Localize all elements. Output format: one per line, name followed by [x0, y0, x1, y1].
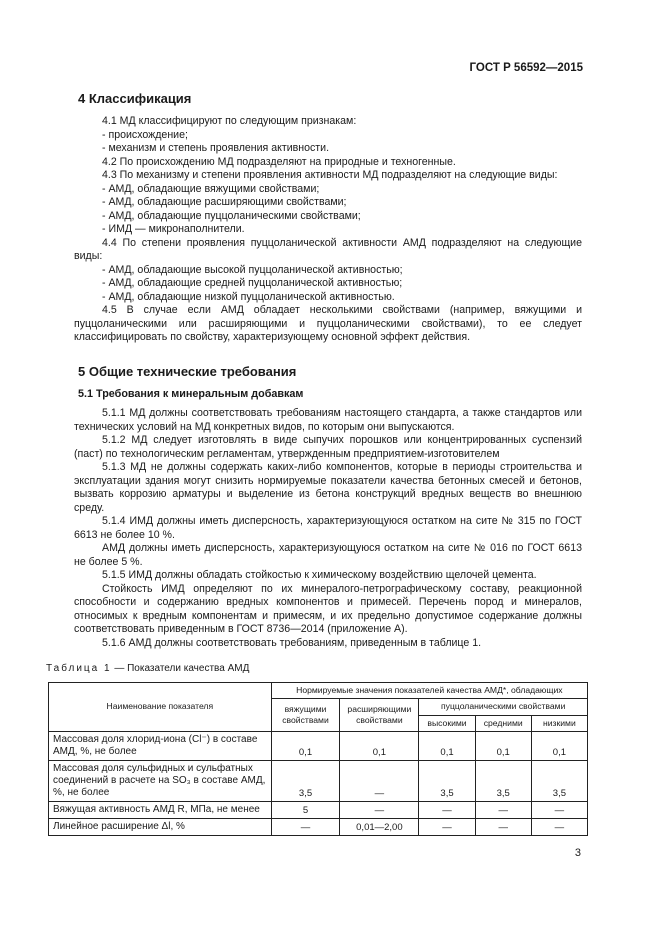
list-line: - АМД, обладающие низкой пуццоланической активностью.: [102, 290, 395, 303]
list-line: - АМД, обладающие расширяющими свойствами;: [102, 196, 347, 208]
header-binding: вяжущими свойствами: [271, 699, 340, 732]
list-line: - АМД, обладающие средней пуццоланической активностью;: [102, 277, 403, 289]
paragraph-5-1-4: 5.1.4 ИМД должны иметь дисперсность, характеризующуюся остатком на сите № 315 по ГОСТ 6613 не более 10 %.: [74, 515, 582, 541]
header-pozzolanic: пуццоланическими свойствами: [419, 699, 588, 716]
list-line: - АМД, обладающие пуццоланическими свойствами;: [102, 209, 361, 222]
section-4-list: [74, 115, 582, 345]
list-line: - механизм и степень проявления активности.: [102, 142, 330, 154]
table-caption-text: — Показатели качества АМД: [111, 663, 250, 674]
header-low: низкими: [531, 715, 587, 732]
list-line: 4.1 МД классифицируют по следующим признакам:: [102, 115, 357, 127]
list-line: 4.3 По механизму и степени проявления активности МД подразделяют на следующие виды:: [102, 169, 558, 181]
paragraph-5-1-2: 5.1.2 МД следует изготовлять в виде сыпучих порошков или концентрированных суспензий (паст) по технологическим регламентам, утвержденным предприятием-изготовителем: [74, 434, 582, 460]
row-name: Массовая доля хлорид-иона (Cl⁻) в составе АМД, %, не более: [49, 732, 272, 761]
cell-value: 3,5: [419, 761, 475, 802]
list-line: - АМД, обладающие вяжущими свойствами;: [102, 182, 320, 195]
table-caption-label: Таблица 1: [46, 663, 112, 674]
paragraph-4-5: 4.5 В случае если АМД обладает несколькими свойствами (например, вяжущими и пуццоланическими или расширяющими и пуццоланическими свойствами), то ее следует классифицировать по свойству, характеризующему основной эффект действия.: [74, 304, 582, 343]
list-line: - ИМД — микронаполнители.: [102, 223, 245, 235]
cell-value: 3,5: [271, 761, 340, 802]
paragraph-5-1-1: 5.1.1 МД должны соответствовать требованиям настоящего стандарта, а также стандартов или технических условий на МД конкретных видов, по которым они выпускаются.: [74, 407, 582, 433]
cell-value: 0,1: [340, 732, 419, 761]
cell-value: —: [531, 802, 587, 819]
cell-value: 3,5: [475, 761, 531, 802]
paragraph-5-1-6: 5.1.6 АМД должны соответствовать требованиям, приведенным в таблице 1.: [102, 636, 482, 649]
table-row: [49, 802, 588, 819]
paragraph-5-1-4-amd: АМД должны иметь дисперсность, характеризующуюся остатком на сите № 016 по ГОСТ 6613 не более 5 %.: [74, 542, 582, 568]
cell-value: —: [475, 802, 531, 819]
table-row: [49, 761, 588, 802]
list-line: - АМД, обладающие высокой пуццоланической активностью;: [102, 263, 403, 276]
cell-value: —: [475, 819, 531, 836]
list-line: - происхождение;: [102, 128, 188, 141]
header-high: высокими: [419, 715, 475, 732]
row-name: Массовая доля сульфидных и сульфатных соединений в расчете на SO₃ в составе АМД, %, не более: [49, 761, 272, 802]
list-line: 4.4 По степени проявления пуццоланической активности АМД подразделяют на следующие виды:: [74, 236, 582, 262]
section-5-1-title: 5.1 Требования к минеральным добавкам: [78, 387, 304, 400]
row-name: Линейное расширение Δl, %: [49, 819, 272, 836]
cell-value: 0,1: [419, 732, 475, 761]
cell-value: 0,1: [531, 732, 587, 761]
quality-table: [48, 682, 588, 837]
table-caption: [46, 662, 582, 676]
cell-value: —: [531, 819, 587, 836]
cell-value: 5: [271, 802, 340, 819]
cell-value: 0,01—2,00: [340, 819, 419, 836]
document-header: ГОСТ Р 56592—2015: [469, 62, 583, 74]
main-content: [46, 90, 582, 836]
section-5-title: 5 Общие технические требования: [78, 363, 297, 379]
cell-value: —: [340, 802, 419, 819]
paragraph-5-1-5-stability: Стойкость ИМД определяют по их минералого-петрографическому составу, реакционной способности и содержанию вредных компонентов и примесей. Перечень пород и минералов, относимых к вредным компонентам и примесям, и их предельно допустимое содержание должны соответствовать приведенным в ГОСТ 8736—2014 (приложение А).: [74, 582, 582, 635]
page-number: 3: [574, 847, 581, 859]
section-4-title: 4 Классификация: [78, 91, 192, 106]
cell-value: —: [271, 819, 340, 836]
table-row: [49, 819, 588, 836]
paragraph-5-1-5: 5.1.5 ИМД должны обладать стойкостью к химическому воздействию щелочей цемента.: [102, 569, 537, 581]
cell-value: —: [419, 819, 475, 836]
cell-value: —: [419, 802, 475, 819]
list-line: 4.2 По происхождению МД подразделяют на природные и техногенные.: [102, 155, 456, 168]
header-normative-values: Нормируемые значения показателей качества АМД*, обладающих: [271, 682, 587, 699]
header-indicator-name: Наименование показателя: [49, 682, 272, 732]
header-medium: средними: [475, 715, 531, 732]
row-name: Вяжущая активность АМД R, МПа, не менее: [49, 802, 272, 819]
cell-value: 3,5: [531, 761, 587, 802]
cell-value: 0,1: [475, 732, 531, 761]
table-row: [49, 732, 588, 761]
header-expanding: расширяющими свойствами: [340, 699, 419, 732]
cell-value: 0,1: [271, 732, 340, 761]
paragraph-5-1-3: 5.1.3 МД не должны содержать каких-либо компонентов, которые в периоды строительства и эксплуатации здания могут снизить нормируемые показатели качества бетонных смесей и бетонов, вызвать коррозию арматуры и выделение из бетона конструкций вредных веществ во внешнюю среду.: [74, 461, 582, 514]
cell-value: —: [340, 761, 419, 802]
